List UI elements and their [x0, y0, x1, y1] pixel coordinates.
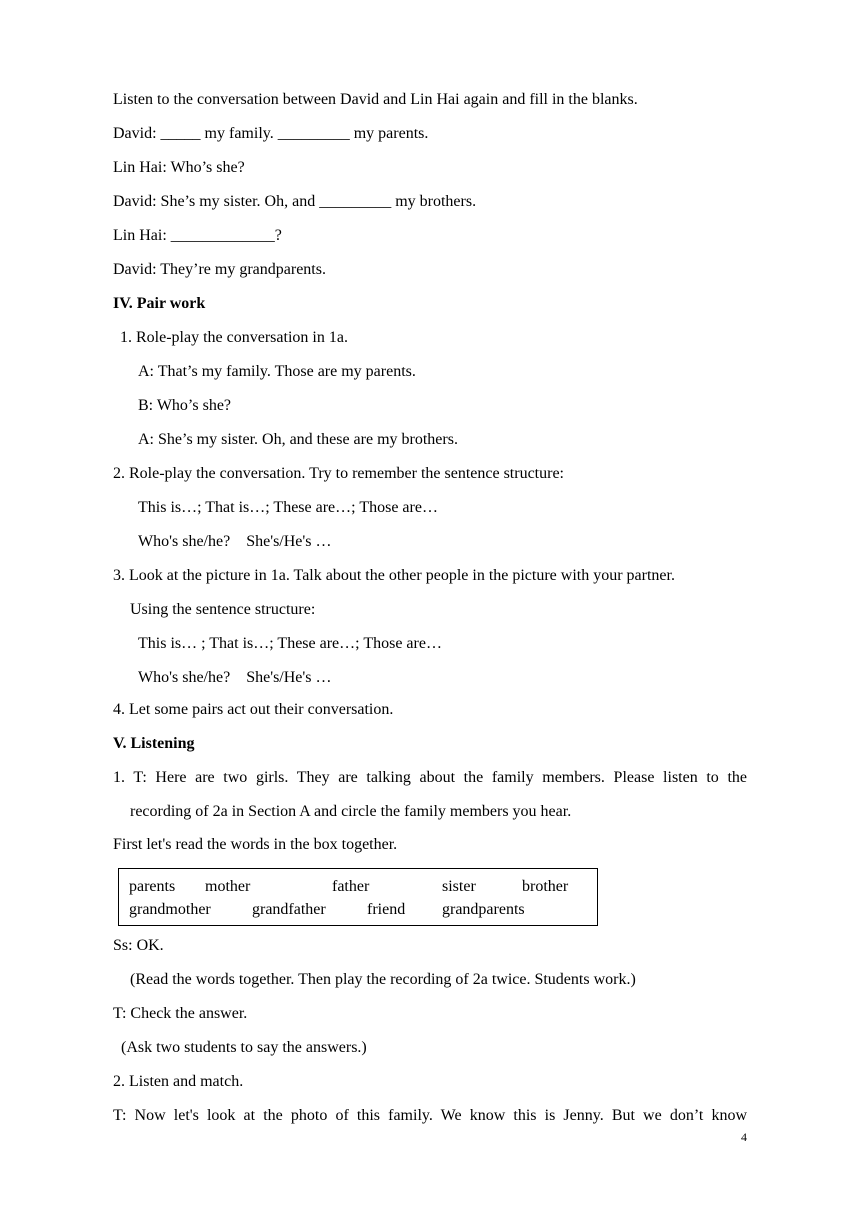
stage-direction: (Ask two students to say the answers.) — [121, 1039, 367, 1056]
dialogue-line: David: They’re my grandparents. — [113, 261, 326, 278]
list-item: 2. Role-play the conversation. Try to remember the sentence structure: — [113, 465, 564, 482]
word-box — [118, 868, 598, 926]
word: parents — [129, 878, 176, 895]
section-heading-pair-work: IV. Pair work — [113, 295, 206, 312]
sentence-structure: This is…; That is…; These are…; Those are… — [138, 499, 438, 516]
word: friend — [367, 901, 406, 918]
list-item: 3. Look at the picture in 1a. Talk about the other people in the picture with your partner. — [113, 567, 675, 584]
sentence-structure: Who's she/he? She's/He's … — [138, 533, 332, 550]
word: grandmother — [129, 901, 211, 918]
word: father — [332, 878, 370, 895]
word: sister — [442, 878, 476, 895]
instruction-line: First let's read the words in the box together. — [113, 836, 398, 853]
list-item: 1. Role-play the conversation in 1a. — [120, 329, 348, 346]
stage-direction: (Read the words together. Then play the recording of 2a twice. Students work.) — [130, 971, 636, 988]
list-item-continuation: recording of 2a in Section A and circle the family members you hear. — [130, 803, 572, 820]
dialogue-line: A: That’s my family. Those are my parents. — [138, 363, 416, 380]
list-item-continuation: Using the sentence structure: — [130, 601, 316, 618]
dialogue-line: David: _____ my family. _________ my parents. — [113, 125, 429, 142]
page-number: 4 — [741, 1130, 747, 1144]
word: mother — [205, 878, 251, 895]
word: brother — [522, 878, 569, 895]
dialogue-line: Lin Hai: _____________? — [113, 227, 282, 244]
list-item: 4. Let some pairs act out their conversation. — [113, 701, 394, 718]
sentence-structure: This is… ; That is…; These are…; Those are… — [138, 635, 442, 652]
dialogue-line: Lin Hai: Who’s she? — [113, 159, 245, 176]
dialogue-line: T: Check the answer. — [113, 1005, 248, 1022]
dialogue-line: T: Now let's look at the photo of this family. We know this is Jenny. But we don’t know — [113, 1107, 747, 1124]
sentence-structure: Who's she/he? She's/He's … — [138, 669, 332, 686]
word: grandparents — [442, 901, 525, 918]
dialogue-line: A: She’s my sister. Oh, and these are my brothers. — [138, 431, 458, 448]
list-item: 1. T: Here are two girls. They are talking about the family members. Please listen to the — [113, 769, 747, 786]
list-item: 2. Listen and match. — [113, 1073, 244, 1090]
dialogue-line: B: Who’s she? — [138, 397, 232, 414]
word: grandfather — [252, 901, 326, 918]
instruction-line: Listen to the conversation between David and Lin Hai again and fill in the blanks. — [113, 91, 638, 108]
dialogue-line: David: She’s my sister. Oh, and _________ my brothers. — [113, 193, 477, 210]
dialogue-line: Ss: OK. — [113, 937, 164, 954]
section-heading-listening: V. Listening — [113, 735, 195, 752]
